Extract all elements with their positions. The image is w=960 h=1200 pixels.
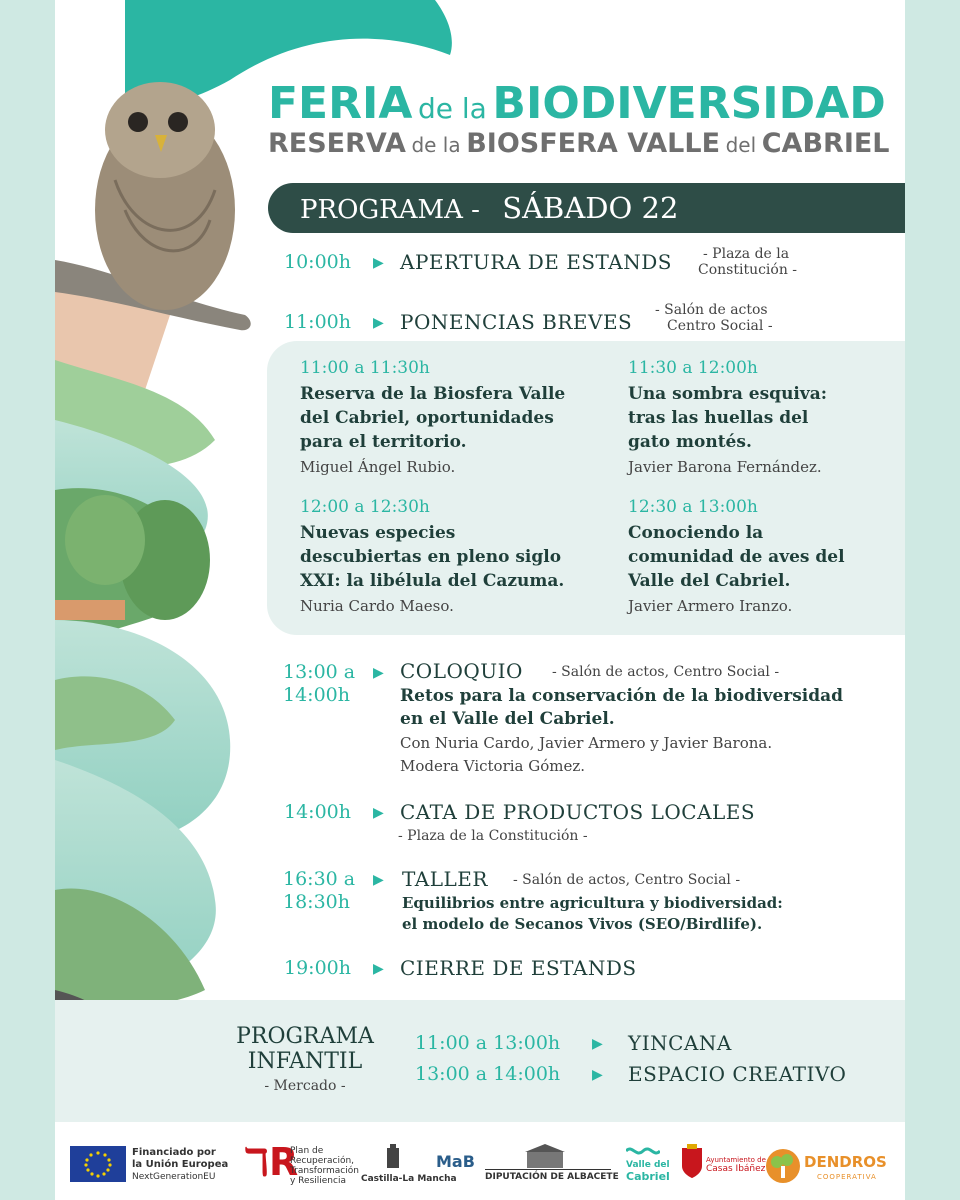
arrow-icon: ▶ bbox=[373, 315, 384, 331]
main-title: FERIA de la BIODIVERSIDAD bbox=[268, 78, 886, 129]
talk-speaker: Javier Armero Iranzo. bbox=[628, 597, 793, 615]
subtitle: RESERVA de la BIOSFERA VALLE del CABRIEL bbox=[268, 128, 890, 159]
clm-text: Castilla-La Mancha bbox=[361, 1174, 457, 1184]
mab-logo: MaB bbox=[436, 1152, 475, 1171]
infantil-heading-line: INFANTIL bbox=[247, 1049, 363, 1074]
infantil-item-1: YINCANA bbox=[628, 1031, 732, 1055]
programa-day: SÁBADO 22 bbox=[502, 191, 679, 225]
apertura-name: APERTURA DE ESTANDS bbox=[400, 250, 672, 274]
arrow-icon: ▶ bbox=[373, 961, 384, 977]
talk-title-line: Valle del Cabriel. bbox=[628, 571, 791, 591]
talk-speaker: Javier Barona Fernández. bbox=[628, 458, 822, 476]
coloquio-time-1: 13:00 a bbox=[283, 661, 356, 683]
talk-4 bbox=[628, 497, 905, 615]
infantil-heading bbox=[225, 1024, 385, 1094]
coloquio-desc-1: Retos para la conservación de la biodiversidad bbox=[400, 686, 844, 706]
coloquio-name: COLOQUIO bbox=[400, 659, 523, 683]
plan-text-1: Plan de bbox=[290, 1146, 324, 1156]
infantil-heading-line: PROGRAMA bbox=[236, 1024, 374, 1049]
cata-name: CATA DE PRODUCTOS LOCALES bbox=[400, 800, 756, 824]
prtr-logo-icon: ℸR bbox=[243, 1140, 299, 1184]
valle-text-1: Valle del bbox=[626, 1160, 670, 1170]
talk-time: 11:30 a 12:00h bbox=[628, 358, 758, 378]
talk-title-line: XXI: la libélula del Cazuma. bbox=[300, 571, 565, 591]
sponsor-footer bbox=[55, 1122, 905, 1200]
talk-time: 12:30 a 13:00h bbox=[628, 497, 758, 517]
arrow-icon: ▶ bbox=[373, 255, 384, 271]
casas-text-1: Ayuntamiento de bbox=[706, 1156, 766, 1164]
talk-title-line: Una sombra esquiva: bbox=[628, 384, 828, 404]
apertura-time: 10:00h bbox=[284, 251, 351, 273]
talk-time: 11:00 a 11:30h bbox=[300, 358, 430, 378]
cierre-name: CIERRE DE ESTANDS bbox=[400, 956, 637, 980]
arrow-icon: ▶ bbox=[373, 872, 384, 888]
arrow-icon: ▶ bbox=[592, 1067, 603, 1083]
taller-time-2: 18:30h bbox=[283, 891, 350, 913]
plan-text-4: y Resiliencia bbox=[290, 1176, 346, 1186]
casas-ibanez-crest-icon bbox=[681, 1144, 703, 1178]
ponencias-time: 11:00h bbox=[284, 311, 351, 333]
taller-desc-2: el modelo de Secanos Vivos (SEO/Birdlife). bbox=[402, 915, 763, 933]
apertura-loc-2: Constitución - bbox=[698, 262, 798, 278]
talk-title-line: Conociendo la bbox=[628, 523, 764, 543]
taller-loc: - Salón de actos, Centro Social - bbox=[513, 872, 741, 888]
talk-2 bbox=[628, 358, 905, 476]
arrow-icon: ▶ bbox=[592, 1036, 603, 1052]
cierre-time: 19:00h bbox=[284, 957, 351, 979]
ponencias-loc-1: - Salón de actos bbox=[655, 302, 768, 318]
infantil-time-1: 11:00 a 13:00h bbox=[415, 1032, 561, 1054]
cata-loc: - Plaza de la Constitución - bbox=[398, 828, 588, 844]
talk-speaker: Miguel Ángel Rubio. bbox=[300, 458, 456, 476]
programa-label: PROGRAMA - bbox=[300, 195, 480, 225]
castilla-la-mancha-crest-icon bbox=[385, 1144, 401, 1170]
talk-title-line: gato montés. bbox=[628, 432, 752, 452]
infantil-item-2: ESPACIO CREATIVO bbox=[628, 1062, 847, 1086]
coloquio-time-2: 14:00h bbox=[283, 684, 350, 706]
diputacion-rule bbox=[485, 1169, 611, 1170]
valle-text-2: Cabriel bbox=[626, 1170, 670, 1183]
cata-time: 14:00h bbox=[284, 801, 351, 823]
talk-title-line: tras las huellas del bbox=[628, 408, 809, 428]
coloquio-desc-2: en el Valle del Cabriel. bbox=[400, 709, 615, 729]
talk-speaker: Nuria Cardo Maeso. bbox=[300, 597, 454, 615]
arrow-icon: ▶ bbox=[373, 805, 384, 821]
landscape-illustration bbox=[55, 60, 295, 1050]
talk-title-line: comunidad de aves del bbox=[628, 547, 845, 567]
dendros-tree-icon bbox=[765, 1148, 801, 1184]
dendros-text: DENDROS bbox=[804, 1153, 887, 1171]
talk-title-line: descubiertas en pleno siglo bbox=[300, 547, 562, 567]
taller-desc-1: Equilibrios entre agricultura y biodiversidad: bbox=[402, 894, 783, 912]
plan-text-3: Transformación bbox=[290, 1166, 359, 1176]
talk-title-line: Reserva de la Biosfera Valle bbox=[300, 384, 566, 404]
talk-title-line: Nuevas especies bbox=[300, 523, 456, 543]
diputacion-building-icon bbox=[525, 1144, 565, 1168]
eu-text-2: la Unión Europea bbox=[132, 1159, 229, 1170]
diputacion-text: DIPUTACIÓN DE ALBACETE bbox=[485, 1172, 619, 1182]
infantil-loc: - Mercado - bbox=[264, 1078, 346, 1094]
dendros-subtext: COOPERATIVA bbox=[817, 1173, 877, 1181]
talk-time: 12:00 a 12:30h bbox=[300, 497, 430, 517]
ponencias-name: PONENCIAS BREVES bbox=[400, 310, 633, 334]
coloquio-participants: Con Nuria Cardo, Javier Armero y Javier Barona. bbox=[400, 734, 773, 752]
taller-time-1: 16:30 a bbox=[283, 868, 356, 890]
talk-1 bbox=[300, 358, 600, 476]
arrow-icon: ▶ bbox=[373, 665, 384, 681]
casas-text-2: Casas Ibáñez bbox=[706, 1164, 766, 1174]
plan-text-2: Recuperación, bbox=[290, 1156, 355, 1166]
valle-cabriel-wave-icon bbox=[626, 1144, 660, 1158]
eu-text-1: Financiado por bbox=[132, 1147, 216, 1158]
coloquio-moderator: Modera Victoria Gómez. bbox=[400, 757, 586, 775]
eu-text-3: NextGenerationEU bbox=[132, 1172, 216, 1182]
talk-3 bbox=[300, 497, 600, 615]
ponencias-loc-2: Centro Social - bbox=[667, 318, 773, 334]
taller-name: TALLER bbox=[402, 867, 488, 891]
talk-title-line: del Cabriel, oportunidades bbox=[300, 408, 554, 428]
infantil-band bbox=[55, 1000, 905, 1122]
talk-title-line: para el territorio. bbox=[300, 432, 467, 452]
infantil-time-2: 13:00 a 14:00h bbox=[415, 1063, 561, 1085]
programa-banner bbox=[268, 183, 905, 233]
poster bbox=[55, 0, 905, 1200]
coloquio-loc: - Salón de actos, Centro Social - bbox=[552, 664, 780, 680]
eu-flag-icon bbox=[70, 1146, 126, 1182]
apertura-loc-1: - Plaza de la bbox=[703, 246, 790, 262]
